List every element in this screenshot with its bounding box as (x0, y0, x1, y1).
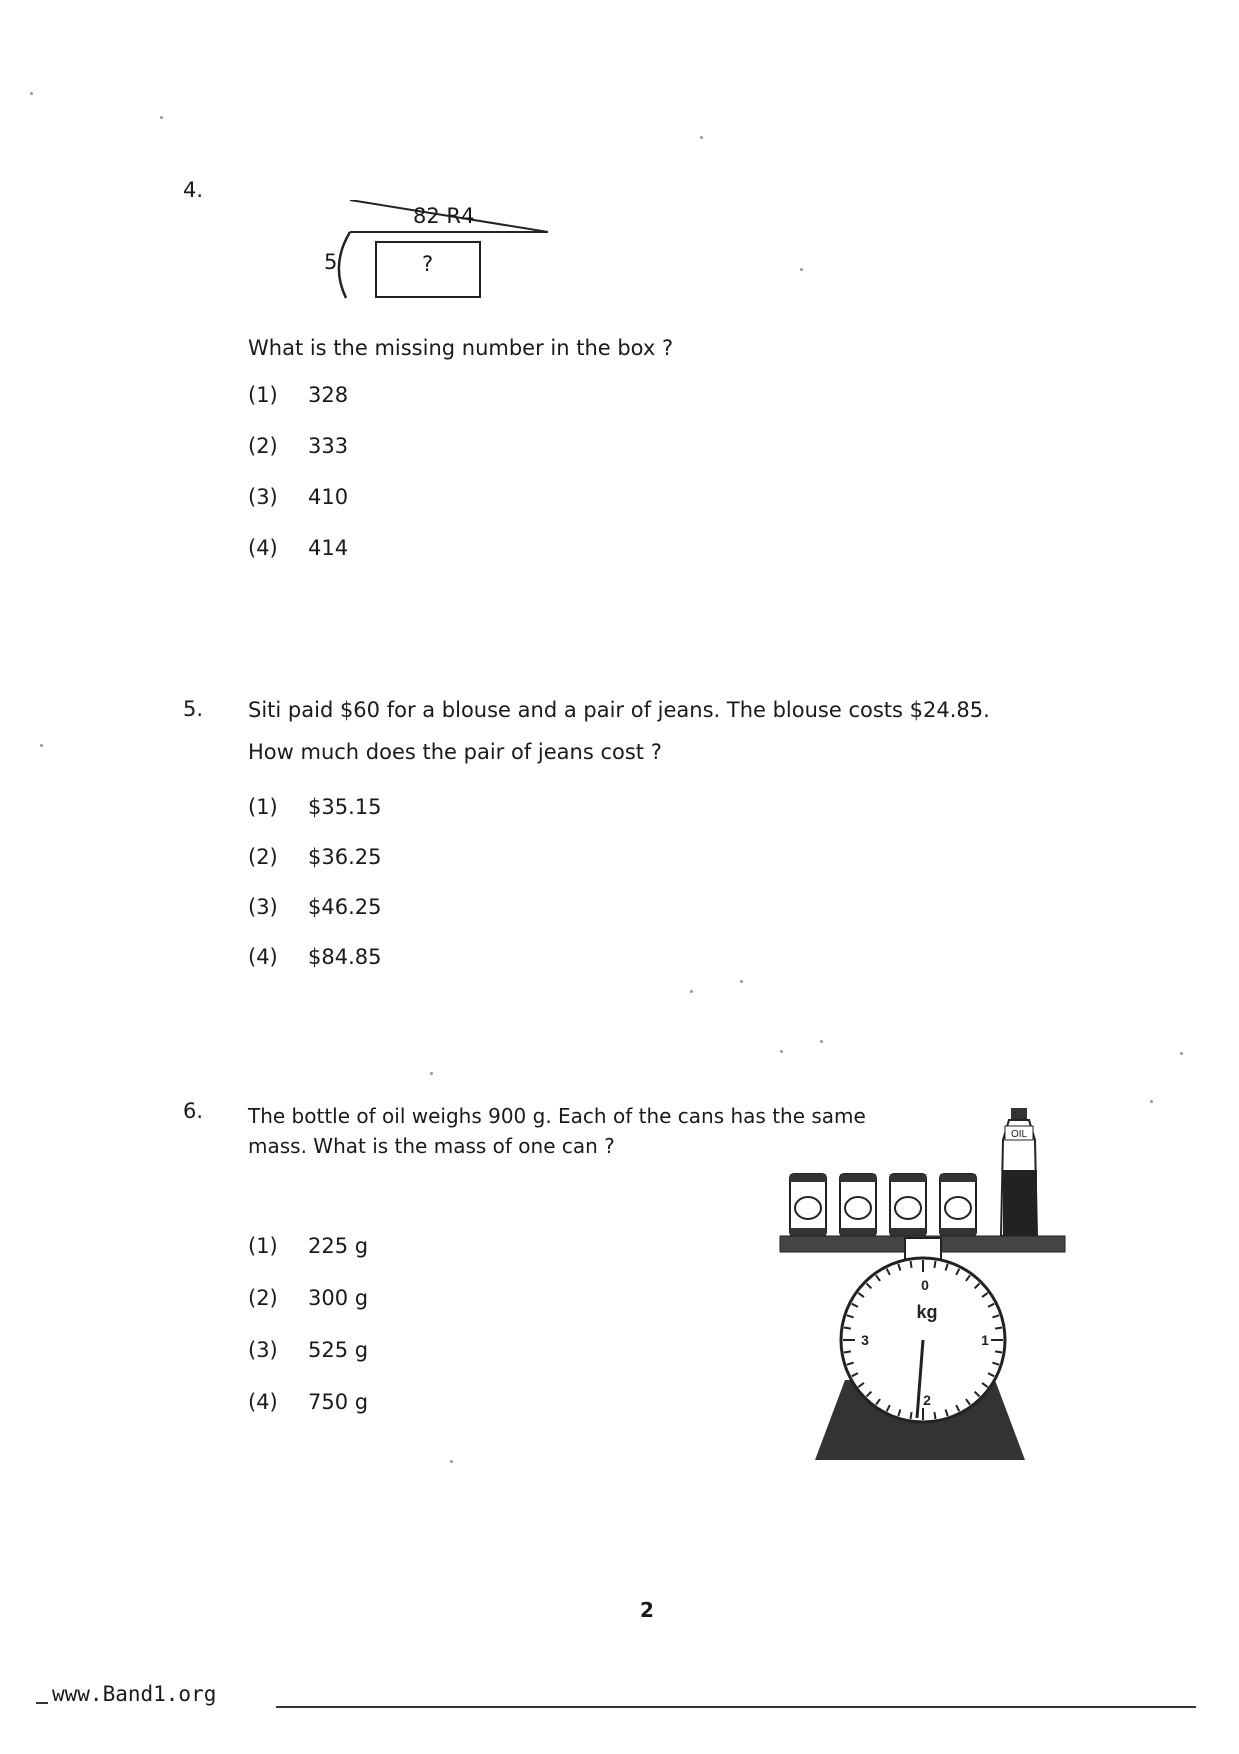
dial-label-0: 0 (921, 1277, 929, 1293)
q4-option-4[interactable]: (4) 414 (248, 536, 349, 560)
can-icon (840, 1174, 876, 1236)
q4-long-division (318, 200, 558, 305)
q4-number: 4. (183, 178, 204, 202)
dial-tick (995, 1351, 1002, 1352)
page-number: 2 (640, 1598, 654, 1622)
dial-label-3: 3 (861, 1332, 869, 1348)
q6-option-3[interactable]: (3) 525 g (248, 1338, 369, 1362)
q6-number: 6. (183, 1099, 204, 1123)
q6-option-1[interactable]: (1) 225 g (248, 1234, 369, 1258)
q4-option-3[interactable]: (3) 410 (248, 485, 349, 509)
q5-question-line1: Siti paid $60 for a blouse and a pair of jeans. The blouse costs $24.85. (248, 698, 990, 722)
dial-tick (910, 1412, 911, 1419)
q6-options (248, 1234, 368, 1442)
q4-options (248, 383, 348, 587)
q4-question: What is the missing number in the box ? (248, 336, 674, 360)
dial-tick (995, 1327, 1002, 1328)
weighing-scale (775, 1100, 1075, 1470)
q6-question-line2: mass. What is the mass of one can ? (248, 1134, 615, 1158)
can-icon (890, 1174, 926, 1236)
q6-option-2[interactable]: (2) 300 g (248, 1286, 369, 1310)
q6-question-line1: The bottle of oil weighs 900 g. Each of the cans has the same (248, 1104, 866, 1128)
q5-number: 5. (183, 697, 204, 721)
footer-website: www.Band1.org (52, 1682, 217, 1706)
quotient: 82 R4 (413, 204, 475, 228)
can-icon (940, 1174, 976, 1236)
oil-bottle-icon (1001, 1108, 1037, 1236)
footer-rule (276, 1706, 1196, 1708)
dial-label-1: 1 (981, 1332, 989, 1348)
q5-options (248, 795, 381, 995)
dial-unit: kg (916, 1302, 938, 1322)
weighing-scale-icon (775, 1100, 1075, 1470)
q5-option-3[interactable]: (3) $46.25 (248, 895, 382, 919)
dial-label-2: 2 (923, 1392, 931, 1408)
q5-option-1[interactable]: (1) $35.15 (248, 795, 382, 819)
bottle-label: OIL (1010, 1129, 1028, 1140)
dial-tick (934, 1412, 935, 1419)
q4-option-2[interactable]: (2) 333 (248, 434, 349, 458)
q4-option-1[interactable]: (1) 328 (248, 383, 349, 407)
q5-question-line2: How much does the pair of jeans cost ? (248, 740, 662, 764)
dial-tick (844, 1327, 851, 1328)
footer-dash (36, 1702, 48, 1704)
can-icon (790, 1174, 826, 1236)
q5-option-2[interactable]: (2) $36.25 (248, 845, 382, 869)
missing-number-box: ? (422, 252, 434, 276)
dial-tick (934, 1261, 935, 1268)
q6-option-4[interactable]: (4) 750 g (248, 1390, 369, 1414)
dial-tick (910, 1261, 911, 1268)
q5-option-4[interactable]: (4) $84.85 (248, 945, 382, 969)
dial-tick (844, 1351, 851, 1352)
divisor: 5 (324, 250, 338, 274)
